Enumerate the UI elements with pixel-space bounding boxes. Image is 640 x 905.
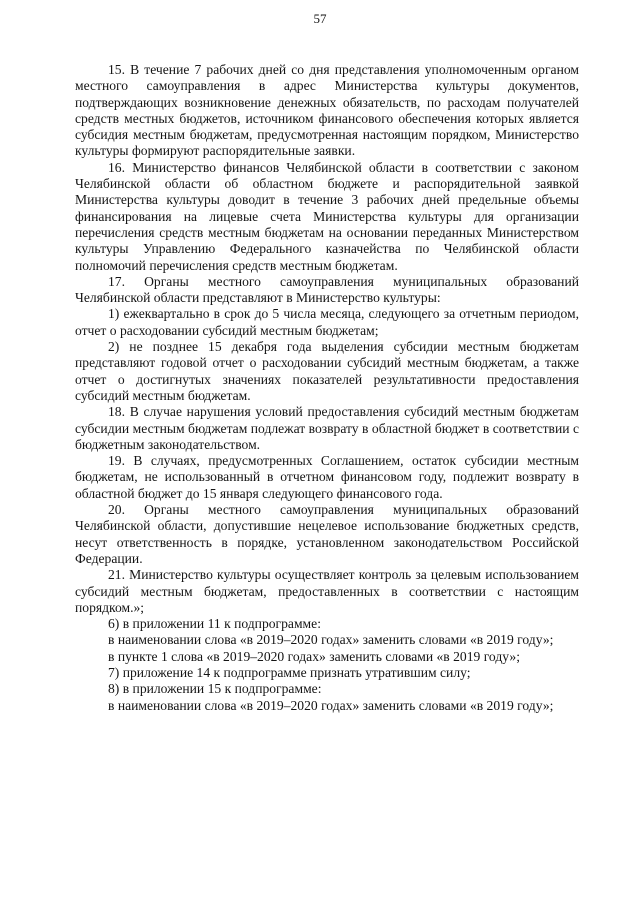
paragraph-18: 18. В случае нарушения условий предоставления субсидий местным бюджетам субсидии местным бюджетам подлежат возврату в областной бюджет в соответствии с бюджетным законодательством. [75, 404, 579, 452]
paragraph-17-item-1: 1) ежеквартально в срок до 5 числа месяца, следующего за отчетным периодом, отчет о расходовании субсидий местным бюджетам; [75, 306, 579, 338]
paragraph-16: 16. Министерство финансов Челябинской области в соответствии с законом Челябинской области об областном бюджете и распорядительной заявкой Министерства культуры доводит в течение 3 рабочих дней предельные объемы финансирования на лицевые счета Министерства культуры для организации перечисления средств местным бюджетам на основании переданных Министерством культуры Управлению Федерального казначейства по Челябинской области полномочий перечисления средств местным бюджетам. [75, 159, 579, 273]
document-body [75, 62, 579, 714]
amendment-7: 7) приложение 14 к подпрограмме признать утратившим силу; [108, 664, 471, 680]
paragraph-21: 21. Министерство культуры осуществляет контроль за целевым использованием субсидий местным бюджетам, предоставленных в соответствии с настоящим порядком.»; [75, 567, 579, 615]
paragraph-20: 20. Органы местного самоуправления муниципальных образований Челябинской области, допустившие нецелевое использование бюджетных средств, несут ответственность в порядке, установленном законодательством Российской Федерации. [75, 502, 579, 566]
amendment-6-point-1: в пункте 1 слова «в 2019–2020 годах» заменить словами «в 2019 году»; [108, 648, 520, 664]
paragraph-17: 17. Органы местного самоуправления муниципальных образований Челябинской области представляют в Министерство культуры: [75, 273, 579, 306]
amendment-6: 6) в приложении 11 к подпрограмме: [108, 616, 321, 632]
paragraph-17-item-2: 2) не позднее 15 декабря года выделения субсидии местным бюджетам представляют годовой отчет о расходовании субсидий местным бюджетам, а также отчет о достигнутых значениях показателей результативности предоставления субсидий местным бюджетам. [75, 339, 579, 403]
amendment-6-name: в наименовании слова «в 2019–2020 годах» заменить словами «в 2019 году»; [108, 632, 554, 648]
paragraph-19: 19. В случаях, предусмотренных Соглашением, остаток субсидии местным бюджетам, не использованный в отчетном финансовом году, подлежит возврату в областной бюджет до 15 января следующего финансового года. [75, 453, 579, 501]
amendment-8-name: в наименовании слова «в 2019–2020 годах» заменить словами «в 2019 году»; [108, 697, 554, 713]
amendment-8: 8) в приложении 15 к подпрограмме: [108, 681, 322, 697]
page-number: 57 [313, 11, 327, 26]
paragraph-15: 15. В течение 7 рабочих дней со дня представления уполномоченным органом местного самоуправления в адрес Министерства культуры документов, подтверждающих возникновение денежных обязательств, по расходам получателей средств местных бюджетов, источником финансового обеспечения которых является субсидия местным бюджетам, предусмотренная настоящим порядком, Министерство культуры формируют распорядительные заявки. [75, 62, 579, 159]
